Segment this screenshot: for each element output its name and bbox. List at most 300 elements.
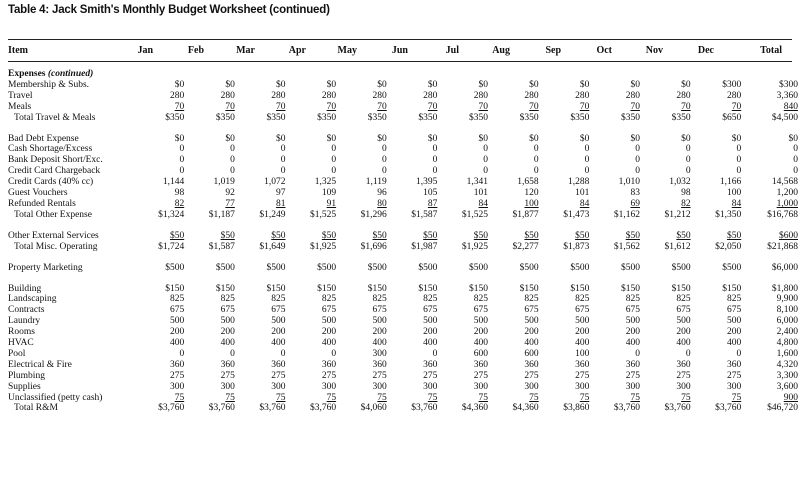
cell-feb: $350 — [215, 112, 235, 123]
cell-may: $0 — [377, 79, 387, 90]
row-label: Electrical & Fire — [8, 359, 72, 370]
row-label: Laundry — [8, 316, 41, 327]
cell-apr — [285, 393, 336, 404]
underlined-value: 80 — [377, 198, 387, 209]
cell-jul: 275 — [473, 370, 489, 381]
cell-nov: 500 — [676, 316, 691, 327]
section-spacer — [8, 253, 798, 263]
cell-mar: $1,249 — [259, 209, 286, 220]
cell-feb: 1,019 — [213, 177, 235, 188]
cell-jul: $1,525 — [461, 209, 489, 220]
cell-mar: $350 — [266, 112, 286, 123]
cell-apr: 0 — [331, 166, 337, 177]
cell-apr: 400 — [321, 338, 337, 349]
cell-jun: $1,587 — [411, 209, 438, 220]
row-membership-subs — [8, 80, 798, 91]
section-heading-main: Expenses — [8, 69, 48, 79]
cell-mar: $3,760 — [259, 403, 286, 414]
cell-jan — [134, 102, 185, 113]
underlined-value: 70 — [529, 101, 539, 112]
section-heading-row — [8, 69, 798, 80]
cell-jan: 825 — [169, 294, 185, 305]
cell-dec — [691, 102, 742, 113]
cell-oct — [589, 199, 640, 210]
cell-jul: $4,360 — [461, 403, 489, 414]
cell-total: $16,768 — [767, 209, 798, 220]
row-electrical-fire — [8, 360, 798, 371]
cell-oct: $3,760 — [613, 403, 640, 414]
cell-oct: 0 — [635, 144, 640, 155]
cell-feb: $0 — [225, 133, 235, 144]
cell-may: 300 — [372, 381, 387, 392]
cell-dec: 675 — [726, 305, 742, 316]
cell-jun: $0 — [427, 79, 438, 90]
cell-mar: $0 — [275, 133, 286, 144]
cell-jun: $1,987 — [411, 241, 438, 252]
row-building — [8, 284, 798, 295]
cell-total: 3,600 — [776, 381, 798, 392]
cell-mar: 200 — [271, 327, 286, 338]
row-total-r-m — [8, 403, 798, 414]
cell-apr: 0 — [331, 348, 337, 359]
cell-dec: 825 — [726, 294, 742, 305]
cell-total — [741, 231, 798, 242]
cell-mar — [235, 199, 286, 210]
cell-jun: $0 — [427, 133, 438, 144]
cell-aug: 0 — [533, 155, 539, 166]
cell-dec: 1,166 — [719, 177, 742, 188]
row-credit-card-chargeback — [8, 166, 798, 177]
cell-oct: 360 — [625, 359, 640, 370]
cell-jun — [387, 102, 438, 113]
cell-dec: $150 — [722, 283, 742, 294]
cell-nov: 200 — [676, 327, 691, 338]
cell-apr — [285, 199, 336, 210]
cell-nov: $0 — [681, 79, 691, 90]
cell-nov: 675 — [676, 305, 691, 316]
cell-jul: $1,925 — [461, 241, 489, 252]
cell-apr — [285, 102, 336, 113]
col-header-may: May — [337, 45, 357, 56]
cell-may: 825 — [372, 294, 387, 305]
cell-total: 4,320 — [776, 359, 798, 370]
cell-total — [741, 102, 798, 113]
cell-jun: $3,760 — [411, 403, 438, 414]
col-header-jan: Jan — [137, 45, 153, 56]
cell-jan — [134, 199, 185, 210]
underlined-value: 70 — [630, 101, 640, 112]
cell-feb: 825 — [220, 294, 235, 305]
cell-jun: 280 — [423, 90, 438, 101]
cell-sep: 400 — [575, 338, 590, 349]
spacer-cell — [8, 274, 798, 284]
cell-sep — [539, 199, 590, 210]
cell-apr: 360 — [321, 359, 337, 370]
cell-oct: $350 — [620, 112, 640, 123]
underlined-value: $50 — [726, 230, 742, 241]
underlined-value: 840 — [783, 101, 798, 112]
cell-jan — [134, 231, 185, 242]
underlined-value: 70 — [478, 101, 489, 112]
cell-apr: $150 — [317, 283, 337, 294]
row-label: Meals — [8, 101, 32, 112]
cell-oct: 200 — [625, 327, 640, 338]
cell-jan — [134, 393, 185, 404]
cell-sep: 100 — [575, 348, 590, 359]
cell-oct — [589, 102, 640, 113]
cell-may — [336, 231, 387, 242]
cell-feb: $1,587 — [208, 241, 235, 252]
cell-aug: 0 — [533, 166, 539, 177]
underlined-value: 70 — [681, 101, 691, 112]
cell-nov — [640, 231, 691, 242]
underlined-value: 70 — [731, 101, 742, 112]
cell-mar: 280 — [271, 90, 286, 101]
cell-jan: 280 — [169, 90, 185, 101]
cell-may: $1,696 — [360, 241, 387, 252]
cell-sep: 1,288 — [567, 177, 590, 188]
spacer-cell — [8, 253, 798, 263]
section-spacer — [8, 274, 798, 284]
cell-jun: 275 — [423, 370, 438, 381]
cell-jul: 0 — [483, 155, 489, 166]
cell-oct — [589, 231, 640, 242]
underlined-value: 84 — [579, 198, 590, 209]
row-bank-deposit-short-exc — [8, 155, 798, 166]
header-top-rule — [8, 39, 792, 40]
cell-dec: $0 — [731, 133, 742, 144]
spacer-cell — [8, 221, 798, 231]
cell-total: 0 — [793, 144, 798, 155]
col-header-oct: Oct — [596, 45, 612, 56]
cell-apr: $3,760 — [309, 403, 337, 414]
row-label: Membership & Subs. — [8, 79, 90, 90]
row-label: Total Other Expense — [14, 209, 92, 220]
cell-mar: 0 — [280, 155, 286, 166]
cell-may: 300 — [372, 348, 387, 359]
cell-dec: $650 — [722, 112, 742, 123]
cell-may: 400 — [372, 338, 387, 349]
underlined-value: 81 — [275, 198, 286, 209]
cell-may — [336, 199, 387, 210]
underlined-value: 82 — [174, 198, 185, 209]
cell-jun: 0 — [432, 348, 438, 359]
cell-nov — [640, 102, 691, 113]
cell-dec: 0 — [736, 155, 742, 166]
cell-feb: 280 — [220, 90, 235, 101]
section-heading — [8, 69, 798, 80]
cell-apr: 500 — [321, 316, 337, 327]
cell-jul — [437, 231, 488, 242]
cell-feb: 675 — [220, 305, 235, 316]
cell-jan: 0 — [179, 144, 185, 155]
underlined-value: $50 — [625, 230, 640, 241]
cell-jul: 1,341 — [466, 177, 489, 188]
cell-dec — [691, 393, 742, 404]
cell-jul — [437, 199, 488, 210]
row-rooms — [8, 327, 798, 338]
header-bottom-rule — [8, 61, 792, 62]
cell-mar: $150 — [266, 283, 286, 294]
row-label: Travel — [8, 90, 33, 101]
cell-sep: $3,860 — [563, 403, 590, 414]
cell-may: 360 — [372, 359, 387, 370]
cell-jan: $1,724 — [158, 241, 185, 252]
row-total-misc-operating — [8, 242, 798, 253]
underlined-value: 75 — [731, 392, 742, 403]
cell-sep: 0 — [584, 155, 590, 166]
cell-jun — [387, 231, 438, 242]
cell-total — [741, 199, 798, 210]
underlined-value: $50 — [423, 230, 438, 241]
cell-may: 200 — [372, 327, 387, 338]
cell-jul: $350 — [469, 112, 489, 123]
cell-aug: 400 — [524, 338, 539, 349]
cell-total: $6,000 — [771, 262, 798, 273]
row-supplies — [8, 382, 798, 393]
section-heading-italic: (continued) — [47, 69, 94, 79]
cell-total: 0 — [793, 155, 798, 166]
cell-aug: 1,658 — [517, 177, 539, 188]
row-label: Other External Services — [8, 230, 99, 241]
cell-sep: $1,873 — [563, 241, 590, 252]
cell-total: 9,900 — [776, 294, 798, 305]
underlined-value: $50 — [473, 230, 489, 241]
cell-feb — [184, 393, 235, 404]
cell-feb: $3,760 — [208, 403, 235, 414]
cell-aug: 360 — [524, 359, 539, 370]
cell-jan: 0 — [179, 166, 185, 177]
underlined-value: 75 — [225, 392, 235, 403]
row-property-marketing — [8, 263, 798, 274]
cell-nov: $3,760 — [664, 403, 691, 414]
cell-nov: 0 — [685, 155, 691, 166]
cell-aug — [488, 393, 539, 404]
cell-may: 275 — [372, 370, 387, 381]
underlined-value: 100 — [524, 198, 539, 209]
row-refunded-rentals — [8, 199, 798, 210]
budget-table-body — [8, 69, 798, 414]
cell-mar: 360 — [271, 359, 286, 370]
cell-apr: 675 — [321, 305, 337, 316]
cell-may: $350 — [367, 112, 387, 123]
cell-jul: 280 — [473, 90, 489, 101]
cell-jun: 400 — [423, 338, 438, 349]
cell-dec: 0 — [736, 144, 742, 155]
cell-oct: 280 — [625, 90, 640, 101]
row-label: Landscaping — [8, 294, 57, 305]
cell-nov: $0 — [681, 133, 691, 144]
row-label: Credit Cards (40% cc) — [8, 177, 94, 188]
row-label: Total Travel & Meals — [14, 112, 96, 123]
row-hvac — [8, 338, 798, 349]
col-header-total: Total — [760, 45, 782, 56]
cell-jul: 360 — [473, 359, 489, 370]
row-label: Building — [8, 283, 42, 294]
cell-may: $0 — [377, 133, 387, 144]
cell-jan: 1,144 — [162, 177, 185, 188]
cell-jul: 0 — [483, 144, 489, 155]
underlined-value: $50 — [220, 230, 235, 241]
underlined-value: 75 — [326, 392, 337, 403]
underlined-value: $50 — [169, 230, 185, 241]
cell-aug: $500 — [519, 262, 539, 273]
cell-may: $150 — [367, 283, 387, 294]
cell-mar: 0 — [280, 144, 286, 155]
cell-feb: 0 — [230, 348, 235, 359]
cell-sep: $0 — [579, 79, 590, 90]
cell-jul: 300 — [473, 381, 489, 392]
underlined-value: 75 — [377, 392, 387, 403]
cell-mar — [235, 102, 286, 113]
row-label: Bad Debt Expense — [8, 133, 79, 144]
cell-jun: $350 — [418, 112, 438, 123]
cell-oct: 675 — [625, 305, 640, 316]
cell-oct: $0 — [630, 79, 640, 90]
row-label: Property Marketing — [8, 262, 83, 273]
cell-nov: 1,032 — [669, 177, 691, 188]
cell-may: 0 — [382, 166, 387, 177]
row-label: Credit Card Chargeback — [8, 166, 101, 177]
row-label: Total Misc. Operating — [14, 241, 98, 252]
cell-nov: 0 — [685, 166, 691, 177]
cell-feb — [184, 102, 235, 113]
col-header-jul: Jul — [445, 45, 459, 56]
underlined-value: 75 — [681, 392, 691, 403]
cell-oct: 1,010 — [618, 177, 640, 188]
cell-total: 14,568 — [771, 177, 798, 188]
cell-aug: 275 — [524, 370, 539, 381]
cell-feb: $500 — [215, 262, 235, 273]
cell-dec: $300 — [722, 79, 742, 90]
row-guest-vouchers — [8, 188, 798, 199]
cell-may: 0 — [382, 144, 387, 155]
cell-jan: $3,760 — [158, 403, 185, 414]
cell-jul: 0 — [483, 166, 489, 177]
cell-aug: $2,277 — [512, 241, 539, 252]
cell-dec: 280 — [726, 90, 742, 101]
cell-sep: $500 — [570, 262, 590, 273]
cell-oct — [589, 393, 640, 404]
cell-dec: 360 — [726, 359, 742, 370]
row-meals — [8, 102, 798, 113]
row-label: Cash Shortage/Excess — [8, 144, 93, 155]
cell-apr: 109 — [321, 188, 337, 199]
underlined-value: $50 — [575, 230, 590, 241]
cell-feb: 92 — [225, 188, 235, 199]
cell-may: $4,060 — [360, 403, 387, 414]
cell-aug — [488, 102, 539, 113]
cell-feb: 500 — [220, 316, 235, 327]
cell-apr: 0 — [331, 144, 337, 155]
col-header-nov: Nov — [645, 45, 663, 56]
underlined-value: $50 — [321, 230, 337, 241]
col-header-aug: Aug — [492, 45, 510, 56]
cell-aug: $350 — [519, 112, 539, 123]
col-header-sep: Sep — [545, 45, 561, 56]
row-label: Plumbing — [8, 370, 45, 381]
underlined-value: $50 — [372, 230, 387, 241]
cell-jul: $0 — [478, 133, 489, 144]
cell-oct: 825 — [625, 294, 640, 305]
cell-dec: 275 — [726, 370, 742, 381]
cell-jul: 101 — [473, 188, 489, 199]
cell-feb: 400 — [220, 338, 235, 349]
cell-sep: 101 — [575, 188, 590, 199]
cell-mar: 0 — [280, 166, 286, 177]
cell-oct: 0 — [635, 155, 640, 166]
cell-aug: 500 — [524, 316, 539, 327]
cell-jun: $500 — [418, 262, 438, 273]
underlined-value: 75 — [174, 392, 185, 403]
cell-dec: 0 — [736, 166, 742, 177]
cell-apr: 0 — [331, 155, 337, 166]
underlined-value: 87 — [427, 198, 438, 209]
cell-jan: 0 — [179, 155, 185, 166]
cell-apr: 1,325 — [314, 177, 337, 188]
cell-mar: 300 — [271, 381, 286, 392]
cell-aug: $150 — [519, 283, 539, 294]
cell-jul: 500 — [473, 316, 489, 327]
row-contracts — [8, 305, 798, 316]
cell-aug: $0 — [529, 79, 539, 90]
cell-nov — [640, 199, 691, 210]
cell-jan: 500 — [169, 316, 185, 327]
cell-feb — [184, 199, 235, 210]
cell-aug: 300 — [524, 381, 539, 392]
cell-sep: $350 — [570, 112, 590, 123]
cell-jul: $0 — [478, 79, 489, 90]
cell-total: $300 — [779, 79, 798, 90]
cell-oct: 300 — [625, 381, 640, 392]
cell-aug: 120 — [524, 188, 539, 199]
cell-may: 280 — [372, 90, 387, 101]
underlined-value: 69 — [630, 198, 640, 209]
underlined-value: $50 — [271, 230, 286, 241]
cell-oct: 0 — [635, 348, 640, 359]
cell-jul — [437, 102, 488, 113]
cell-total: 0 — [793, 166, 798, 177]
cell-aug: $1,877 — [512, 209, 539, 220]
section-spacer — [8, 221, 798, 231]
cell-dec: 300 — [726, 381, 742, 392]
cell-feb: 0 — [230, 144, 235, 155]
cell-aug: $4,360 — [512, 403, 539, 414]
cell-total: 6,000 — [776, 316, 798, 327]
cell-jun: 105 — [423, 188, 438, 199]
col-header-jun: Jun — [391, 45, 408, 56]
cell-jan: 200 — [169, 327, 185, 338]
cell-sep: $0 — [579, 133, 590, 144]
cell-dec — [691, 199, 742, 210]
cell-total: $4,500 — [771, 112, 798, 123]
row-label: Contracts — [8, 305, 45, 316]
cell-aug: 675 — [524, 305, 539, 316]
cell-mar: $500 — [266, 262, 286, 273]
cell-jun: 675 — [423, 305, 438, 316]
underlined-value: 91 — [326, 198, 337, 209]
cell-dec: 100 — [726, 188, 742, 199]
cell-jan: 400 — [169, 338, 185, 349]
cell-jun: 360 — [423, 359, 438, 370]
cell-mar: 0 — [280, 348, 286, 359]
underlined-value: 70 — [377, 101, 387, 112]
col-header-dec: Dec — [697, 45, 714, 56]
cell-jun: 500 — [423, 316, 438, 327]
cell-apr: 275 — [321, 370, 337, 381]
cell-jun: 0 — [432, 144, 438, 155]
cell-dec: $1,350 — [715, 209, 742, 220]
